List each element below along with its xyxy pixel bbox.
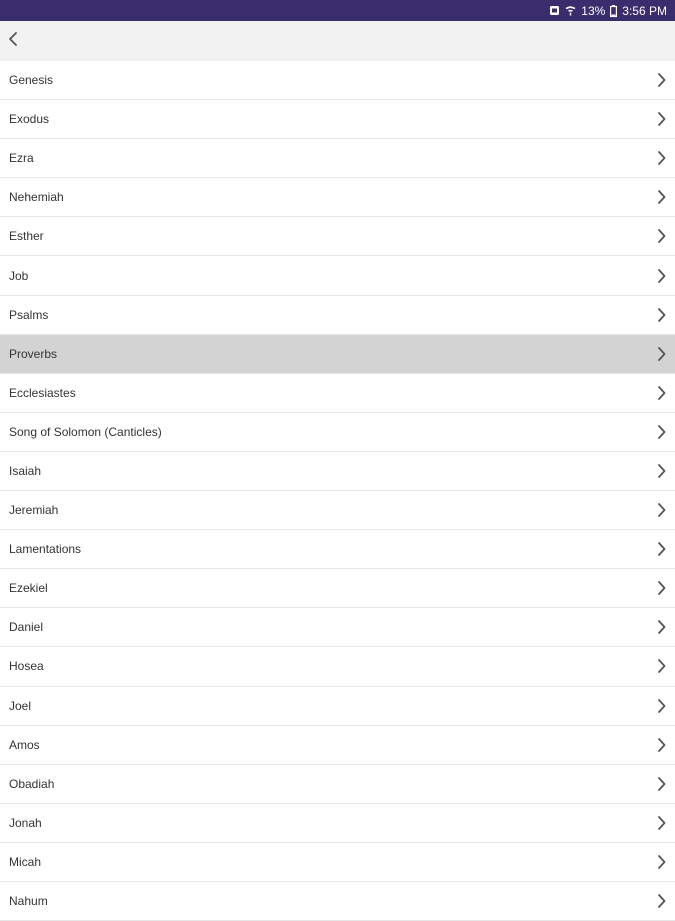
book-list-item[interactable] xyxy=(0,569,675,608)
chevron-right-icon xyxy=(653,539,669,559)
book-list xyxy=(0,61,675,909)
status-bar xyxy=(0,0,675,21)
book-list-item[interactable] xyxy=(0,765,675,804)
chevron-right-icon xyxy=(653,305,669,325)
chevron-right-icon xyxy=(653,422,669,442)
book-label: Ecclesiastes xyxy=(9,385,76,400)
book-list-item[interactable] xyxy=(0,882,675,921)
chevron-right-icon xyxy=(653,617,669,637)
book-label: Joel xyxy=(9,698,32,713)
book-list-item[interactable] xyxy=(0,452,675,491)
chevron-right-icon xyxy=(653,656,669,676)
chevron-right-icon xyxy=(653,852,669,872)
chevron-right-icon xyxy=(653,383,669,403)
book-list-item[interactable] xyxy=(0,687,675,726)
chevron-right-icon xyxy=(653,774,669,794)
book-label: Micah xyxy=(9,854,42,869)
book-label: Exodus xyxy=(9,112,50,127)
book-list-item[interactable] xyxy=(0,374,675,413)
book-list-item[interactable] xyxy=(0,804,675,843)
book-list-item[interactable] xyxy=(0,217,675,256)
book-list-item[interactable] xyxy=(0,61,675,100)
book-label: Esther xyxy=(9,229,44,244)
book-list-item[interactable] xyxy=(0,178,675,217)
book-list-item[interactable] xyxy=(0,413,675,452)
book-label: Hosea xyxy=(9,659,44,674)
book-label: Job xyxy=(9,268,29,283)
chevron-right-icon xyxy=(653,70,669,90)
book-list-item[interactable] xyxy=(0,647,675,686)
book-list-item[interactable] xyxy=(0,335,675,374)
book-label: Genesis xyxy=(9,73,54,88)
chevron-right-icon xyxy=(653,148,669,168)
back-button[interactable] xyxy=(0,21,22,61)
book-label: Psalms xyxy=(9,307,49,322)
book-list-item[interactable] xyxy=(0,843,675,882)
book-label: Ezekiel xyxy=(9,581,48,596)
battery-icon xyxy=(610,0,617,21)
chevron-right-icon xyxy=(653,109,669,129)
book-list-item[interactable] xyxy=(0,256,675,295)
notification-icon xyxy=(549,0,560,21)
battery-percent: 13% xyxy=(581,3,606,18)
book-list-item[interactable] xyxy=(0,100,675,139)
book-label: Jonah xyxy=(9,815,42,830)
chevron-right-icon xyxy=(653,226,669,246)
book-label: Ezra xyxy=(9,151,34,166)
chevron-right-icon xyxy=(653,813,669,833)
book-label: Lamentations xyxy=(9,542,82,557)
chevron-right-icon xyxy=(653,735,669,755)
chevron-left-icon xyxy=(8,32,18,51)
chevron-right-icon xyxy=(653,578,669,598)
book-label: Proverbs xyxy=(9,346,58,361)
chevron-right-icon xyxy=(653,266,669,286)
book-label: Amos xyxy=(9,737,40,752)
book-list-item[interactable] xyxy=(0,530,675,569)
book-label: Daniel xyxy=(9,620,44,635)
chevron-right-icon xyxy=(653,344,669,364)
book-list-item[interactable] xyxy=(0,726,675,765)
status-time: 3:56 PM xyxy=(622,3,667,18)
book-label: Nehemiah xyxy=(9,190,64,205)
book-list-item[interactable] xyxy=(0,139,675,178)
book-label: Nahum xyxy=(9,894,48,909)
chevron-right-icon xyxy=(653,500,669,520)
toolbar xyxy=(0,21,675,61)
chevron-right-icon xyxy=(653,461,669,481)
chevron-right-icon xyxy=(653,891,669,911)
book-list-item[interactable] xyxy=(0,491,675,530)
chevron-right-icon xyxy=(653,187,669,207)
book-label: Song of Solomon (Canticles) xyxy=(9,424,162,439)
book-label: Obadiah xyxy=(9,776,55,791)
chevron-right-icon xyxy=(653,696,669,716)
wifi-icon xyxy=(565,0,576,21)
book-label: Jeremiah xyxy=(9,503,59,518)
book-label: Isaiah xyxy=(9,463,42,478)
book-list-item[interactable] xyxy=(0,608,675,647)
book-list-item[interactable] xyxy=(0,296,675,335)
